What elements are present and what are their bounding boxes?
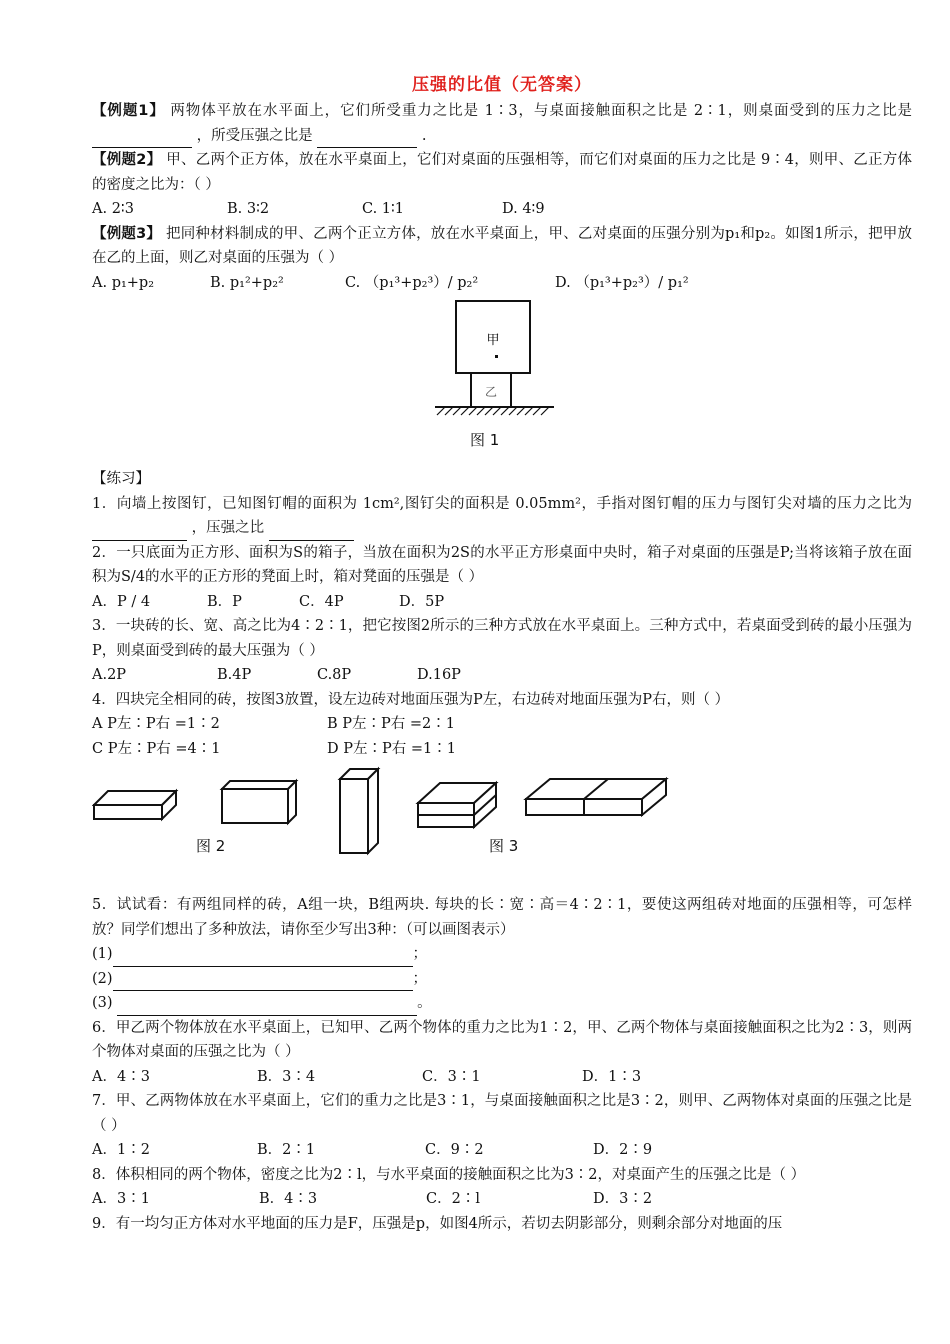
figure-2-caption: 图 2 — [196, 837, 226, 855]
answer-blank[interactable] — [269, 524, 354, 541]
option-a[interactable]: A．4∶3 — [92, 1068, 150, 1085]
dot-marker — [495, 355, 498, 358]
option-b[interactable]: B.4P — [217, 667, 252, 683]
question-7: 7．甲、乙两物体放在水平桌面上，它们的重力之比是3∶1，与桌面接触面积之比是3∶2，则甲、乙两物体对桌面的压强之比是 （ ） — [92, 1093, 912, 1134]
question-4-options-row-2 — [92, 737, 912, 762]
ground-hatch — [437, 407, 549, 415]
figure-3-caption: 图 3 — [489, 837, 519, 855]
question-3: 3．一块砖的长、宽、高之比为4∶2∶1，把它按图2所示的三种方式放在水平桌面上。三种方式中，若桌面受到砖的最小压强为P，则桌面受到砖的最大压强为（ ） — [92, 618, 912, 659]
example-1-text-c: . — [421, 127, 427, 144]
answer-line-1 — [92, 942, 912, 967]
option-d[interactable]: D P左∶P右 =1∶1 — [327, 740, 456, 757]
line-end: ； — [412, 946, 428, 962]
option-d[interactable]: D. 4∶9 — [502, 201, 545, 217]
page-title: 压强的比值（无答案） — [412, 75, 592, 95]
label-yi: 乙 — [484, 385, 498, 399]
figure-1-drawing — [92, 299, 912, 457]
option-b[interactable]: B. 3∶2 — [227, 201, 270, 217]
question-7-options — [92, 1138, 912, 1163]
question-1-text-a: 1．向墙上按图钉，已知图钉帽的面积为 1cm²,图钉尖的面积是 0.05mm²，手指对图钉帽的压力与图钉尖对墙的压力之比为 — [92, 495, 912, 512]
example-3-text: 把同种材料制成的甲、乙两个正立方体，放在水平桌面上，甲、乙对桌面的压强分别为p₁和p₂。如图1所示，把甲放在乙的上面，则乙对桌面的压强为（ ） — [92, 225, 912, 266]
example-1-text-a: 两物体平放在水平面上，它们所受重力之比是 1∶3，与桌面接触面积之比是 2∶1，则桌面受到的压力之比是 — [170, 103, 912, 119]
option-c[interactable]: C.8P — [317, 667, 352, 683]
question-2-options — [92, 590, 912, 615]
option-a[interactable]: A．3∶1 — [92, 1191, 150, 1207]
answer-blank[interactable] — [92, 524, 187, 541]
option-c[interactable]: C．9∶2 — [425, 1142, 484, 1158]
option-b[interactable]: B. p₁²+p₂² — [210, 274, 284, 291]
answer-line-label: (2) — [92, 970, 113, 987]
example-1-text-b: ，所受压强之比是 — [196, 127, 313, 144]
option-c[interactable]: C．3∶1 — [422, 1068, 481, 1085]
example-1-tag: 【例题1】 — [92, 103, 165, 119]
example-3-options — [92, 271, 912, 296]
option-b[interactable]: B P左∶P右 =2∶1 — [327, 716, 455, 732]
brick-side — [222, 781, 296, 823]
answer-blank[interactable] — [92, 131, 192, 148]
label-jia: 甲 — [486, 333, 500, 348]
question-5: 5．试试看：有两组同样的砖，A组一块，B组两块. 每块的长∶宽∶高＝4∶2∶1，要使这两组砖对地面的压强相等，可怎样放？同学们想出了多种放法，请你至少写出3种：（可以画图表示） — [92, 897, 912, 938]
question-3-options — [92, 663, 912, 688]
example-3 — [92, 222, 912, 271]
option-a[interactable]: A. p₁+p₂ — [92, 274, 155, 291]
figure-1-caption: 图 1 — [470, 431, 500, 449]
option-c[interactable]: C. 1∶1 — [362, 201, 405, 217]
bricks-side-by-side — [526, 779, 666, 815]
answer-blank[interactable] — [317, 131, 417, 148]
option-d[interactable]: D．1∶3 — [582, 1068, 642, 1085]
option-a[interactable]: A．1∶2 — [92, 1142, 150, 1158]
option-a[interactable]: A P左∶P右 =1∶2 — [92, 716, 220, 732]
question-9: 9．有一均匀正方体对水平地面的压力是F，压强是p，如图4所示，若切去阴影部分，则剩余部分对地面的压 — [92, 1215, 783, 1232]
option-a[interactable]: A.2P — [92, 667, 127, 683]
answer-line-2 — [92, 967, 912, 992]
question-8: 8．体积相同的两个物体，密度之比为2∶l，与水平桌面的接触面积之比为3∶2，对桌面产生的压强之比是（ ） — [92, 1166, 806, 1183]
answer-line-label: (3) — [92, 995, 113, 1011]
example-1 — [92, 99, 912, 148]
answer-blank[interactable] — [113, 974, 413, 991]
question-1-text-b: ，压强之比 — [191, 520, 265, 536]
example-2 — [92, 148, 912, 197]
brick-standing — [340, 769, 378, 853]
line-end: ； — [412, 970, 428, 987]
figures-2-3 — [92, 765, 912, 875]
option-b[interactable]: B．3∶4 — [257, 1068, 316, 1085]
option-a[interactable]: A．P / 4 — [92, 593, 151, 610]
option-b[interactable]: B．4∶3 — [259, 1191, 318, 1207]
question-8-options — [92, 1187, 912, 1212]
figure-1 — [92, 299, 912, 457]
option-d[interactable]: D．3∶2 — [593, 1191, 653, 1207]
option-d[interactable]: D．5P — [399, 593, 445, 610]
answer-line-label: (1) — [92, 946, 113, 962]
option-b[interactable]: B．P — [207, 593, 242, 610]
example-2-options — [92, 197, 912, 222]
brick-flat — [94, 791, 176, 819]
question-4: 4．四块完全相同的砖，按图3放置，设左边砖对地面压强为P左，右边砖对地面压强为P右，则（ ） — [92, 691, 730, 708]
example-2-text: 甲、乙两个正方体，放在水平桌面上，它们对桌面的压强相等，而它们对桌面的压力之比是 9∶4，则甲、乙正方体的密度之比为：（ ） — [92, 152, 912, 193]
question-4-options-row-1 — [92, 712, 912, 737]
bricks-stacked — [418, 783, 496, 827]
question-6: 6．甲乙两个物体放在水平桌面上，已知甲、乙两个物体的重力之比为1∶2，甲、乙两个物体与桌面接触面积之比为2∶3，则两个物体对桌面的压强之比为（ ） — [92, 1019, 912, 1060]
question-6-options — [92, 1065, 912, 1090]
answer-line-3 — [92, 991, 912, 1016]
option-d[interactable]: D.16P — [417, 667, 461, 683]
option-c[interactable]: C. （p₁³+p₂³）/ p₂² — [345, 274, 479, 291]
worksheet — [92, 70, 912, 1236]
option-c[interactable]: C．4P — [299, 593, 344, 610]
option-b[interactable]: B．2∶1 — [257, 1142, 316, 1158]
option-a[interactable]: A. 2∶3 — [92, 201, 134, 217]
option-d[interactable]: D．2∶9 — [593, 1142, 653, 1158]
option-d[interactable]: D. （p₁³+p₂³）/ p₁² — [555, 274, 689, 291]
line-end: 。 — [417, 995, 432, 1011]
practice-header: 【练习】 — [92, 471, 150, 487]
figures-2-3-drawing — [92, 765, 912, 875]
answer-blank[interactable] — [117, 999, 417, 1016]
option-c[interactable]: C．2∶l — [426, 1191, 480, 1207]
example-2-tag: 【例题2】 — [92, 152, 162, 168]
option-c[interactable]: C P左∶P右 =4∶1 — [92, 740, 221, 757]
question-1 — [92, 492, 912, 541]
answer-blank[interactable] — [113, 950, 413, 967]
question-2: 2．一只底面为正方形、面积为S的箱子，当放在面积为2S的水平正方形桌面中央时，箱子对桌面的压强是P;当将该箱子放在面积为S/4的水平的正方形的凳面上时，箱对凳面的压强是（ ） — [92, 544, 912, 585]
example-3-tag: 【例题3】 — [92, 225, 162, 242]
